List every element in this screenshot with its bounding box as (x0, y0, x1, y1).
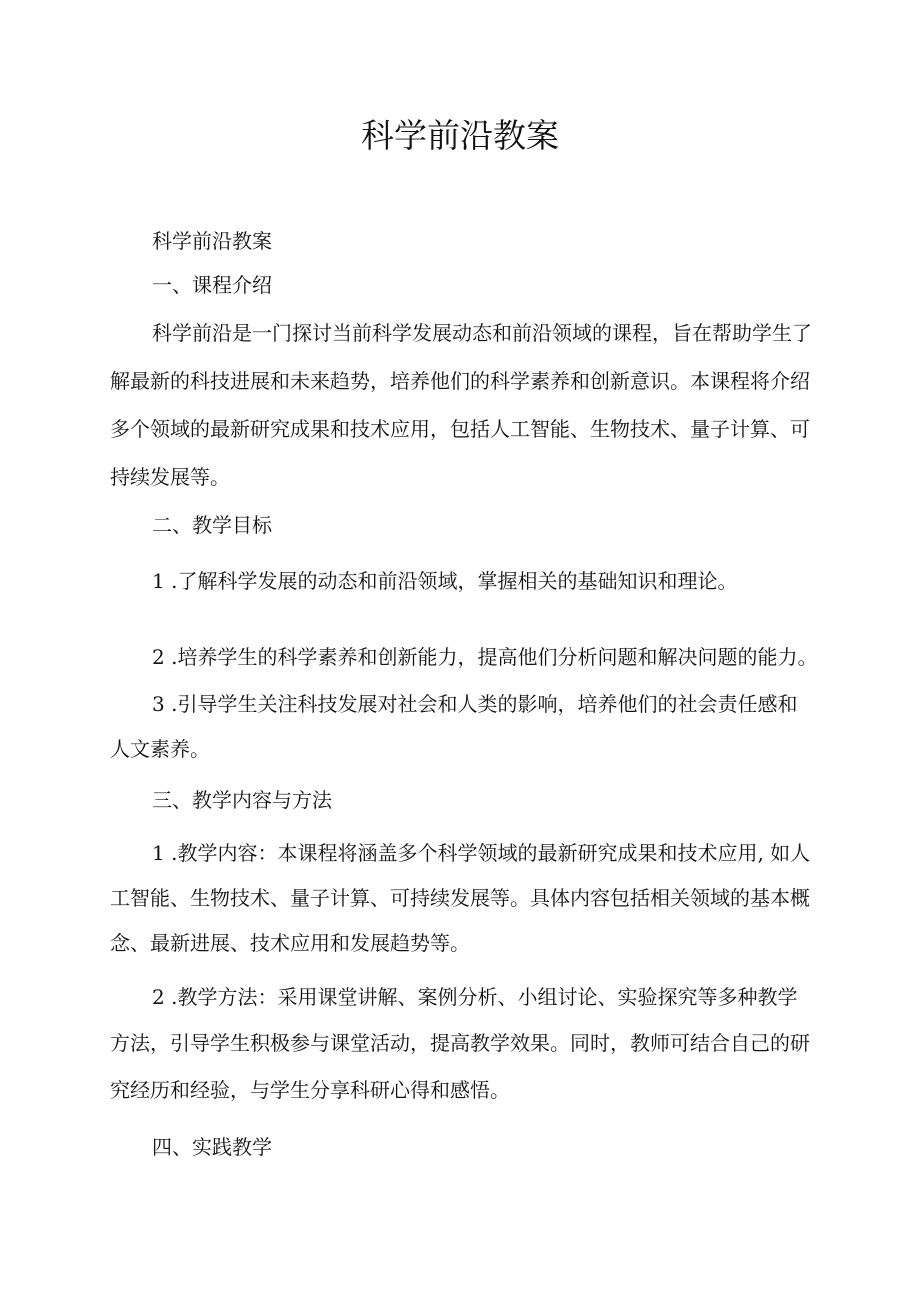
list-item-continuation: 人文素养。 (110, 737, 210, 761)
list-item: 1 .教学内容：本课程将涵盖多个科学领域的最新研究成果和技术应用, 如人 (152, 841, 811, 865)
section-heading-practice-teaching: 四、实践教学 (152, 1135, 272, 1159)
section-heading-content-methods: 三、教学内容与方法 (152, 788, 332, 812)
list-item-continuation: 究经历和经验，与学生分享科研心得和感悟。 (110, 1078, 510, 1102)
section-heading-course-intro: 一、课程介绍 (152, 273, 272, 297)
paragraph-line: 持续发展等。 (110, 465, 230, 489)
document-title: 科学前沿教案 (361, 116, 559, 155)
list-item-continuation: 方法，引导学生积极参与课堂活动，提高教学效果。同时，教师可结合自己的研 (110, 1031, 810, 1055)
section-heading-teaching-goals: 二、教学目标 (152, 513, 272, 537)
list-item-continuation: 念、最新进展、技术应用和发展趋势等。 (110, 931, 470, 955)
list-item: 2 .培养学生的科学素养和创新能力，提高他们分析问题和解决问题的能力。 (152, 645, 818, 669)
paragraph-line: 多个领域的最新研究成果和技术应用，包括人工智能、生物技术、量子计算、可 (110, 417, 810, 441)
list-item-continuation: 工智能、生物技术、量子计算、可持续发展等。具体内容包括相关领域的基本概 (110, 886, 810, 910)
paragraph-line: 科学前沿是一门探讨当前科学发展动态和前沿领域的课程，旨在帮助学生了 (152, 321, 812, 345)
paragraph-line: 解最新的科技进展和未来趋势，培养他们的科学素养和创新意识。本课程将介绍 (110, 369, 810, 393)
body-line-subtitle: 科学前沿教案 (152, 229, 272, 253)
list-item: 1 .了解科学发展的动态和前沿领域，掌握相关的基础知识和理论。 (152, 569, 738, 593)
list-item: 3 .引导学生关注科技发展对社会和人类的影响，培养他们的社会责任感和 (152, 692, 798, 716)
list-item: 2 .教学方法：采用课堂讲解、案例分析、小组讨论、实验探究等多种教学 (152, 985, 798, 1009)
